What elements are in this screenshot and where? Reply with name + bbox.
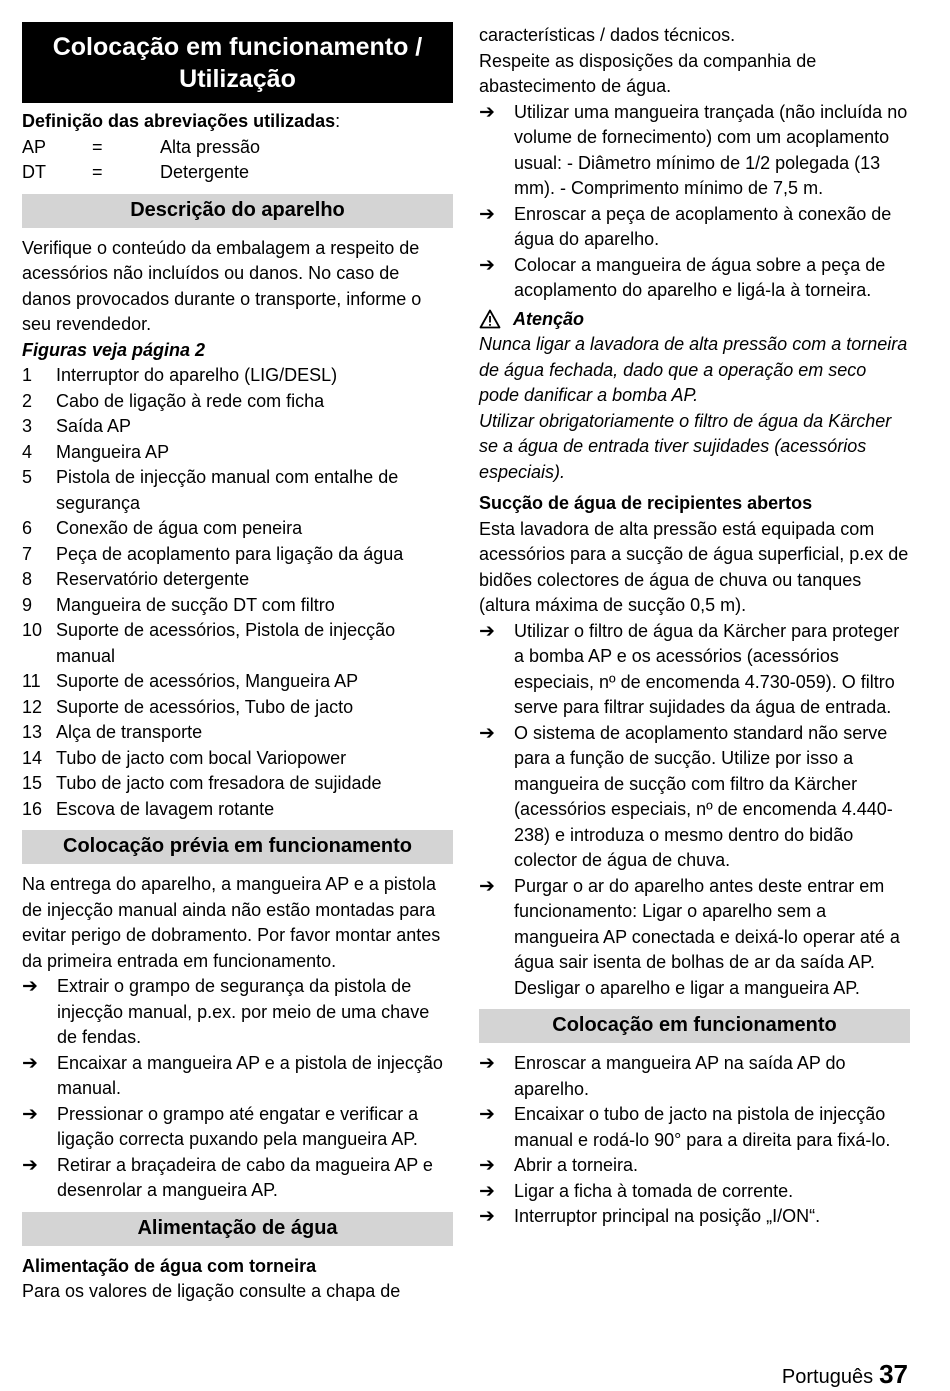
- item-number: 10: [22, 620, 43, 640]
- page-title: [22, 22, 453, 103]
- step-item: [479, 721, 910, 874]
- arrow-right-icon: ➔: [22, 1103, 38, 1125]
- abbr-value: Detergente: [160, 162, 250, 182]
- item-number: 6: [22, 518, 33, 538]
- figures-reference: Figuras veja página 2: [22, 339, 206, 360]
- step-text: O sistema de acoplamento standard não serve para a função de sucção. Utilize por isso a mangueira de sucção com filtro da Kärcher (acessórios especiais, nº de encomenda 4.440-238) e introduza o mesmo dentro do bidão colector de água de chuva.: [514, 722, 893, 870]
- item-number: 1: [22, 365, 33, 385]
- list-item: [22, 567, 453, 593]
- abbr-key: AP: [22, 136, 47, 157]
- item-text: Suporte de acessórios, Pistola de injecção manual: [56, 620, 396, 666]
- list-item: [22, 363, 453, 389]
- item-number: 13: [22, 722, 43, 742]
- pre-commissioning-paragraph: Na entrega do aparelho, a mangueira AP e a pistola de injecção manual ainda não estão montadas para evitar perigo de dobramento. Por favor montar antes da primeira entrada em funcionamento.: [22, 874, 441, 971]
- arrow-right-icon: ➔: [479, 1053, 495, 1074]
- step-item: [479, 1051, 910, 1102]
- warning-heading: [479, 307, 910, 333]
- list-item: [22, 797, 453, 823]
- arrow-right-icon: ➔: [479, 1180, 495, 1202]
- item-text: Cabo de ligação à rede com ficha: [56, 390, 325, 411]
- section-heading-operation: Colocação em funcionamento: [479, 1009, 910, 1043]
- arrow-right-icon: ➔: [479, 875, 495, 897]
- abbr-value: Alta pressão: [160, 136, 261, 157]
- step-item: [479, 1153, 910, 1179]
- step-text: Enroscar a peça de acoplamento à conexão de água do aparelho.: [514, 203, 892, 249]
- item-text: Saída AP: [56, 416, 132, 436]
- item-text: Reservatório detergente: [56, 569, 250, 589]
- abbr-heading-text: Definição das abreviações utilizadas: [22, 111, 336, 131]
- list-item: [22, 440, 453, 466]
- step-text: Interruptor principal na posição „I/ON“.: [514, 1206, 821, 1226]
- list-item: [22, 542, 453, 568]
- item-text: Mangueira AP: [56, 441, 170, 462]
- step-text: Purgar o ar do aparelho antes deste entrar em funcionamento: Ligar o aparelho sem a mangueira AP conectada e deixá-lo operar até a água sair isenta de bolhas de ar da saída AP. Desligar o aparelho e ligar a mangueira AP.: [514, 875, 900, 998]
- list-item: [22, 465, 453, 516]
- item-text: Interruptor do aparelho (LIG/DESL): [56, 365, 338, 385]
- step-item: [479, 874, 910, 1002]
- step-item: [22, 974, 453, 1051]
- item-text: Conexão de água com peneira: [56, 518, 303, 538]
- step-text: Abrir a torneira.: [514, 1155, 639, 1175]
- water-supply-paragraph: Para os valores de ligação consulte a chapa de: [22, 1281, 401, 1301]
- item-number: 8: [22, 569, 33, 589]
- abbr-key: DT: [22, 162, 46, 182]
- step-item: [479, 100, 910, 202]
- section-heading-water-supply: Alimentação de água: [22, 1212, 453, 1246]
- page-title-line2: Utilização: [179, 65, 296, 93]
- page-footer: [782, 1360, 908, 1391]
- list-item: [22, 516, 453, 542]
- step-item: [479, 619, 910, 721]
- step-item: [479, 1102, 910, 1153]
- item-text: Alça de transporte: [56, 722, 203, 742]
- item-number: 12: [22, 696, 43, 717]
- item-number: 2: [22, 390, 33, 411]
- item-number: 15: [22, 773, 43, 793]
- item-text: Tubo de jacto com fresadora de sujidade: [56, 773, 382, 793]
- abbr-equals: =: [92, 136, 103, 157]
- step-item: [22, 1153, 453, 1204]
- abbr-row: [22, 160, 453, 186]
- arrow-right-icon: ➔: [22, 1154, 38, 1176]
- step-item: [22, 1102, 453, 1153]
- parts-list: [22, 363, 453, 822]
- continued-paragraph: características / dados técnicos.: [479, 25, 736, 45]
- item-number: 9: [22, 594, 33, 615]
- item-text: Escova de lavagem rotante: [56, 798, 275, 819]
- warning-triangle-icon: [479, 309, 501, 329]
- step-text: Retirar a braçadeira de cabo da magueira AP e desenrolar a mangueira AP.: [57, 1154, 433, 1200]
- item-number: 11: [22, 671, 41, 691]
- list-item: [22, 389, 453, 415]
- item-text: Peça de acoplamento para ligação da água: [56, 543, 404, 564]
- arrow-right-icon: ➔: [22, 976, 38, 997]
- step-item: [479, 202, 910, 253]
- supply-paragraph: Respeite as disposições da companhia de abastecimento de água.: [479, 50, 817, 96]
- step-text: Colocar a mangueira de água sobre a peça de acoplamento do aparelho e ligá-la à torneira.: [514, 254, 886, 300]
- step-text: Extrair o grampo de segurança da pistola de injecção manual, p.ex. por meio de uma chave de fendas.: [57, 976, 430, 1047]
- abbr-row: [22, 135, 453, 161]
- step-text: Encaixar o tubo de jacto na pistola de injecção manual e rodá-lo 90° para a direita para fixá-lo.: [514, 1104, 891, 1150]
- item-number: 5: [22, 467, 33, 487]
- list-item: [22, 771, 453, 797]
- arrow-right-icon: ➔: [479, 1206, 495, 1227]
- step-text: Enroscar a mangueira AP na saída AP do aparelho.: [514, 1053, 846, 1099]
- item-text: Suporte de acessórios, Tubo de jacto: [56, 696, 354, 717]
- step-text: Utilizar o filtro de água da Kärcher para proteger a bomba AP e os acessórios (acessórios especiais, nº de encomenda 4.730-059). O filtro serve para filtrar sujidades da água de entrada.: [514, 620, 900, 717]
- subheading-suction: Sucção de água de recipientes abertos: [479, 493, 813, 513]
- item-text: Suporte de acessórios, Mangueira AP: [56, 671, 359, 691]
- step-text: Pressionar o grampo até engatar e verificar a ligação correcta puxando pela mangueira AP.: [57, 1103, 419, 1149]
- item-number: 3: [22, 416, 33, 436]
- list-item: [22, 746, 453, 772]
- warning-text: Nunca ligar a lavadora de alta pressão com a torneira de água fechada, dado que a operação em seco pode danificar a bomba AP.: [479, 334, 908, 405]
- section-heading-pre-commissioning: Colocação prévia em funcionamento: [22, 830, 453, 864]
- page-number: 37: [879, 1359, 908, 1389]
- arrow-right-icon: ➔: [479, 203, 495, 225]
- left-column: [22, 22, 453, 1305]
- item-text: Tubo de jacto com bocal Variopower: [56, 747, 347, 768]
- item-text: Mangueira de sucção DT com filtro: [56, 594, 335, 615]
- arrow-right-icon: ➔: [479, 620, 495, 642]
- list-item: [22, 720, 453, 746]
- suction-paragraph: Esta lavadora de alta pressão está equipada com acessórios para a sucção de água superficial, p.ex de bidões colectores de água de chuva ou tanques (altura máxima de sucção 0,5 m).: [479, 518, 909, 615]
- item-text: Pistola de injecção manual com entalhe de segurança: [56, 467, 399, 513]
- warning-text: Utilizar obrigatoriamente o filtro de água da Kärcher se a água de entrada tiver sujidades (acessórios especiais).: [479, 410, 892, 482]
- abbr-heading-colon: :: [335, 111, 341, 131]
- step-item: [22, 1051, 453, 1102]
- item-number: 7: [22, 543, 33, 564]
- section-heading-description: Descrição do aparelho: [22, 194, 453, 228]
- footer-language: Português: [781, 1366, 874, 1388]
- list-item: [22, 669, 453, 695]
- right-column: [479, 23, 910, 1230]
- list-item: [22, 618, 453, 669]
- list-item: [22, 593, 453, 619]
- step-text: Ligar a ficha à tomada de corrente.: [514, 1180, 794, 1201]
- abbr-equals: =: [92, 162, 103, 182]
- step-item: [479, 1204, 910, 1230]
- list-item: [22, 695, 453, 721]
- arrow-right-icon: ➔: [22, 1052, 38, 1074]
- item-number: 16: [22, 798, 43, 819]
- subheading-tap-supply: Alimentação de água com torneira: [22, 1255, 317, 1276]
- item-number: 4: [22, 441, 33, 462]
- arrow-right-icon: ➔: [479, 101, 495, 123]
- list-item: [22, 414, 453, 440]
- step-text: Utilizar uma mangueira trançada (não incluída no volume de fornecimento) com um acoplamento usual: - Diâmetro mínimo de 1/2 polegada (13 mm). - Comprimento mínimo de 7,5 m.: [514, 101, 908, 198]
- description-paragraph: Verifique o conteúdo da embalagem a respeito de acessórios não incluídos ou danos. No caso de danos provocados durante o transporte, informe o seu revendedor.: [22, 237, 422, 334]
- step-item: [479, 1179, 910, 1205]
- step-text: Encaixar a mangueira AP e a pistola de injecção manual.: [57, 1052, 443, 1098]
- arrow-right-icon: ➔: [479, 1104, 495, 1125]
- arrow-right-icon: ➔: [479, 254, 495, 276]
- arrow-right-icon: ➔: [479, 1155, 495, 1176]
- warning-label: Atenção: [513, 308, 585, 329]
- abbr-heading: [22, 109, 453, 135]
- page-title-line1: Colocação em funcionamento /: [52, 33, 423, 61]
- item-number: 14: [22, 747, 43, 768]
- step-item: [479, 253, 910, 304]
- arrow-right-icon: ➔: [479, 722, 495, 744]
